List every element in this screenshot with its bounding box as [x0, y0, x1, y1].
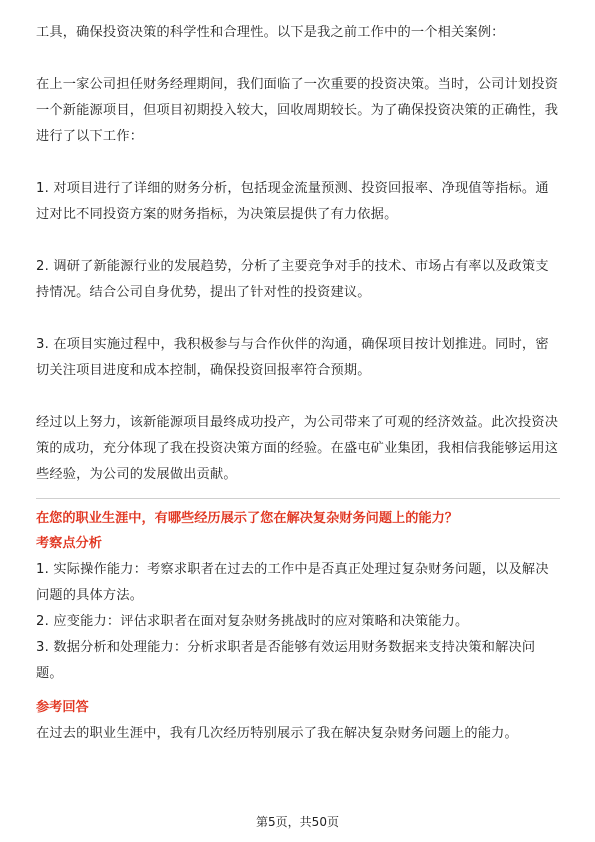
- interview-question: 在您的职业生涯中，有哪些经历展示了您在解决复杂财务问题上的能力？: [36, 511, 458, 526]
- spacer: [36, 46, 560, 72]
- analysis-item: 3. 数据分析和处理能力：分析求职者是否能够有效运用财务数据来支持决策和解决问题。: [36, 640, 536, 681]
- analysis-heading: 考察点分析: [36, 536, 102, 551]
- analysis-item: 2. 应变能力：评估求职者在面对复杂财务挑战时的应对策略和决策能力。: [36, 614, 469, 629]
- page-number: 第5页，共50页: [256, 815, 339, 829]
- paragraph-intro: 工具，确保投资决策的科学性和合理性。以下是我之前工作中的一个相关案例：: [36, 25, 505, 40]
- answer-heading: 参考回答: [36, 700, 89, 715]
- analysis-item: 1. 实际操作能力：考察求职者在过去的工作中是否真正处理过复杂财务问题，以及解决问题的具体方法。: [36, 562, 549, 603]
- paragraph-case-context: 在上一家公司担任财务经理期间，我们面临了一次重要的投资决策。当时，公司计划投资一个新能源项目，但项目初期投入较大，回收周期较长。为了确保投资决策的正确性，我进行了以下工作：: [36, 77, 559, 144]
- spacer: [36, 306, 560, 332]
- paragraph-step-2: 2. 调研了新能源行业的发展趋势，分析了主要竞争对手的技术、市场占有率以及政策支持情况。结合公司自身优势，提出了针对性的投资建议。: [36, 259, 549, 300]
- document-page: [36, 20, 560, 747]
- paragraph-step-1: 1. 对项目进行了详细的财务分析，包括现金流量预测、投资回报率、净现值等指标。通过对比不同投资方案的财务指标，为决策层提供了有力依据。: [36, 181, 549, 222]
- paragraph-conclusion: 经过以上努力，该新能源项目最终成功投产，为公司带来了可观的经济效益。此次投资决策的成功，充分体现了我在投资决策方面的经验。在盛屯矿业集团，我相信我能够运用这些经验，为公司的发展做出贡献。: [36, 415, 559, 482]
- spacer: [36, 150, 560, 176]
- paragraph-step-3: 3. 在项目实施过程中，我积极参与与合作伙伴的沟通，确保项目按计划推进。同时，密切关注项目进度和成本控制，确保投资回报率符合预期。: [36, 337, 549, 378]
- spacer: [36, 384, 560, 410]
- spacer: [36, 228, 560, 254]
- section-divider: [36, 498, 560, 499]
- answer-text: 在过去的职业生涯中，我有几次经历特别展示了我在解决复杂财务问题上的能力。: [36, 726, 518, 741]
